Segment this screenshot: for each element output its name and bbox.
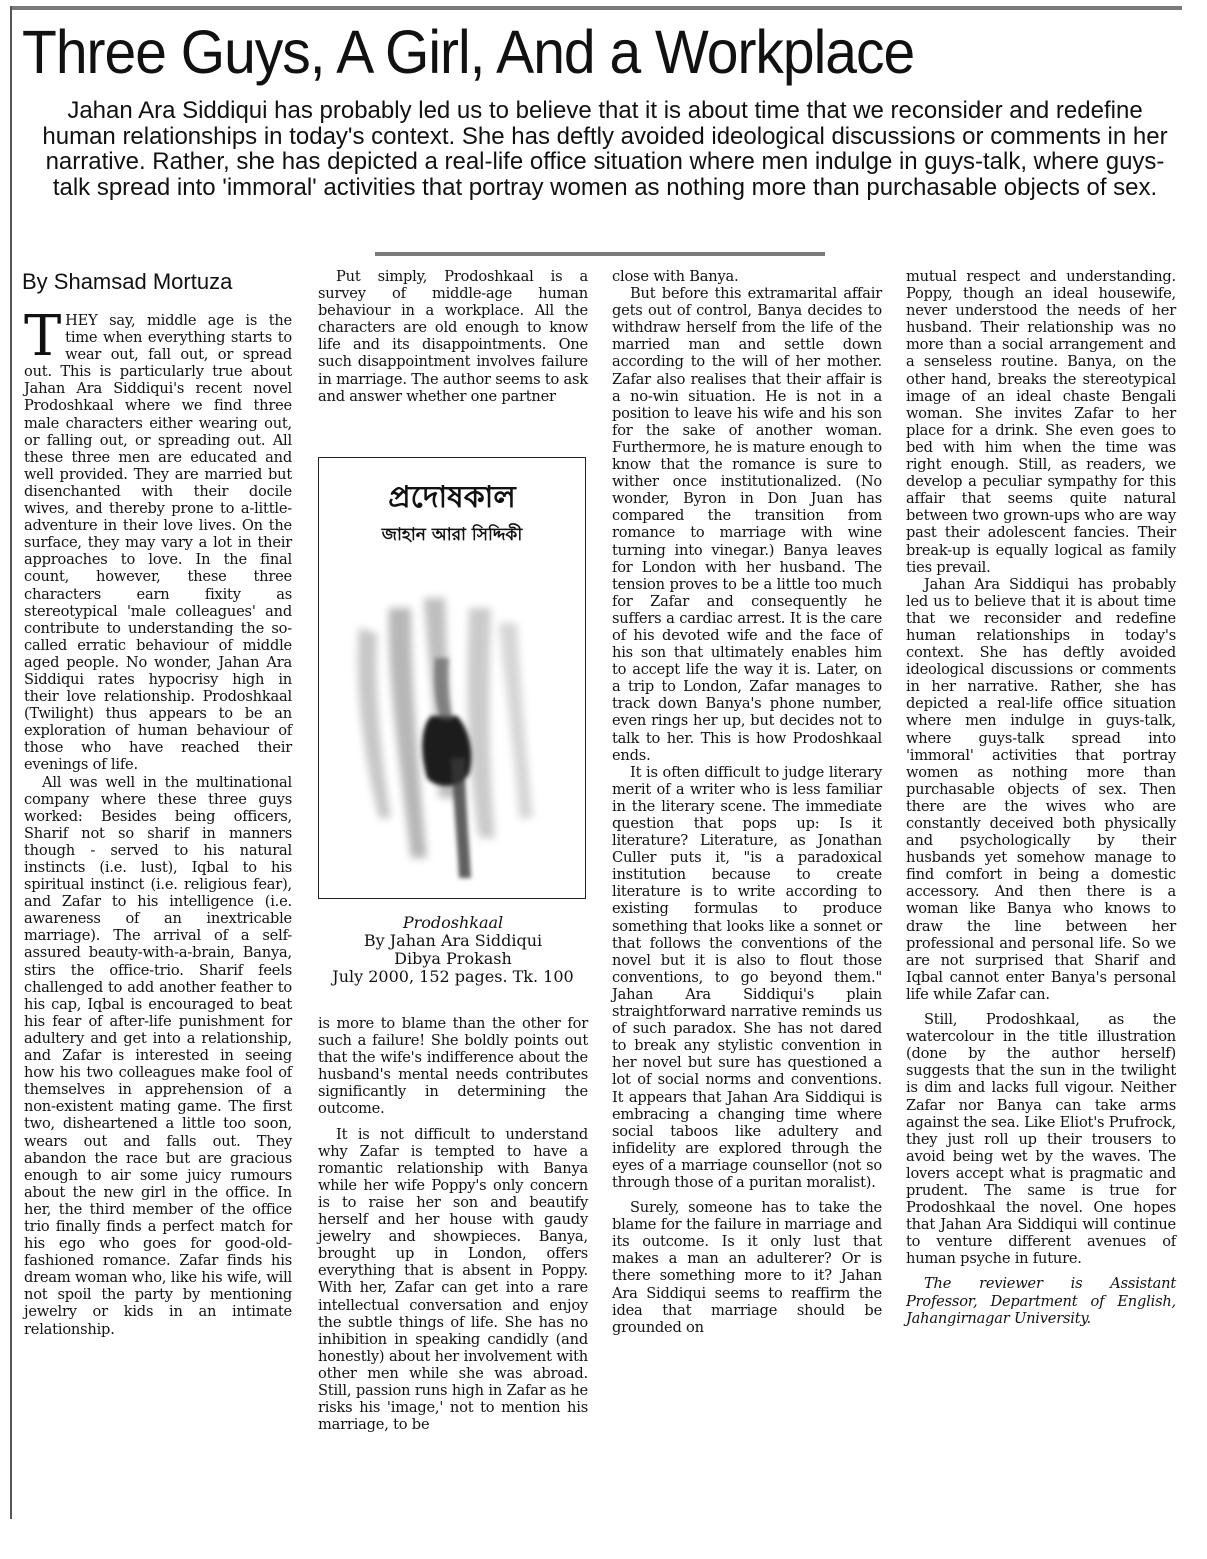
caption-details: July 2000, 152 pages. Tk. 100 xyxy=(332,967,574,986)
book-cover-image xyxy=(318,457,586,899)
cover-author-bengali: জাহান আরা সিদ্দিকী xyxy=(381,525,523,545)
reviewer-note: The reviewer is Assistant Professor, Department of English, Jahangirnagar University. xyxy=(906,1275,1176,1327)
paragraph: But before this extramarital affair gets out of control, Banya decides to withdraw herself from the life of the married man and settle down according to the will of her mother. Zafar also realises that their affair is a no-win situation. He is not in a position to leave his wife and his son for the sake of another woman. Furthermore, he is mature enough to know that the romance is sure to wither once institutionalized. (No wonder, Byron in Don Juan has compared the transition from romance to marriage with wine turning into vinegar.) Banya leaves for London with her husband. The tension proves to be a little too much for Zafar and consequently he suffers a cardiac arrest. It is the care of his devoted wife and the face of his son that ultimately enables him to accept life the way it is. Later, on a trip to London, Zafar manages to track down Banya's phone number, even rings her up, but decides not to talk to her. This is how Prodoshkaal ends. xyxy=(612,285,882,764)
top-rule xyxy=(10,6,1182,10)
headline: Three Guys, A Girl, And a Workplace xyxy=(22,18,915,88)
caption-author: By Jahan Ara Siddiqui xyxy=(363,931,543,950)
paragraph: Surely, someone has to take the blame for the failure in marriage and its outcome. Is it only lust that makes a man an adulterer? Or is there something more to it? Jahan Ara Siddiqui seems to reaffirm the idea that marriage should be grounded on xyxy=(612,1199,882,1336)
paragraph-text: HEY say, middle age is the time when everything starts to wear out, fall out, or spread out. This is particularly true about Jahan Ara Siddiqui's recent novel Prodoshkaal where we find three male characters either wearing out, or falling out, or spreading out. All these three men are educated and well provided. They are married but disenchanted with their docile wives, and thereby prone to a-little-adventure in their love lives. On the surface, they may vary a lot in their approaches to love. In the final count, however, these three characters earn fixity as stereotypical 'male colleagues' and contribute to understanding the so-called erratic behaviour of middle aged people. No wonder, Jahan Ara Siddiqui rates hypocrisy high in their love relationship. Prodoshkaal (Twilight) thus appears to be an exploration of human behaviour of those who have reached their evenings of life. xyxy=(24,312,292,774)
column-3 xyxy=(612,268,882,1336)
divider-rule xyxy=(375,252,825,256)
paragraph: is more to blame than the other for such a failure! She boldly points out that the wife's indifference about the husband's mental needs contributes significantly in determining the outcome. xyxy=(318,1015,588,1118)
book-caption xyxy=(312,914,594,986)
left-rule xyxy=(10,6,12,1519)
byline: By Shamsad Mortuza xyxy=(22,269,233,294)
paragraph: close with Banya. xyxy=(612,268,739,285)
caption-publisher: Dibya Prokash xyxy=(394,949,512,968)
paragraph: It is not difficult to understand why Zafar is tempted to have a romantic relationship with Banya while her wife Poppy's only concern is to raise her son and beautify herself and her house with gaudy jewelry and showpieces. Banya, brought up in London, offers everything that is absent in Poppy. With her, Zafar can get into a rare intellectual conversation and enjoy the subtle things of life. She has no inhibition in speaking candidly (and honestly) about her involvement with other men while she was abroad. Still, passion runs high in Zafar as he risks his 'image,' not to mention his marriage, to be xyxy=(318,1125,588,1434)
paragraph: It is often difficult to judge literary merit of a writer who is less familiar in the literary scene. The immediate question that pops up: Is it literature? Literature, as Jonathan Culler puts it, "is a paradoxical institution because to create literature is to write according to existing formulas to produce something that looks like a sonnet or that follows the conventions of the novel but it is also to flout those conventions, to go beyond them." Jahan Ara Siddiqui's plain straightforward narrative reminds us of such paradox. She has not dared to break any stylistic convention in her novel but sure has questioned a lot of social norms and conventions. It appears that Jahan Ara Siddiqui is embracing a changing time where social taboos like adultery and infidelity are explored through the eyes of a marriage counsellor (not so through those of a puritan moralist). xyxy=(612,763,882,1191)
paragraph: mutual respect and understanding. Poppy, though an ideal housewife, never understood the needs of her husband. Their relationship was no more than a social arrangement and a senseless routine. Banya, on the other hand, breaks the stereotypical image of an ideal chaste Bengali woman. She invites Zafar to her place for a drink. She even goes to bed with him when the time was right enough. Still, as readers, we develop a peculiar sympathy for this affair that seems quite natural between two grown-ups who are way past their adolescent fancies. Their break-up is equally logical as family ties prevail. xyxy=(906,268,1176,576)
column-2-bottom xyxy=(318,1015,588,1433)
column-2-top xyxy=(318,268,588,405)
caption-title: Prodoshkaal xyxy=(402,913,504,932)
deck-summary: Jahan Ara Siddiqui has probably led us to believe that it is about time that we reconsider and redefine human relationships in today's context. She has deftly avoided ideological discussions or comments in her narrative. Rather, she has depicted a real-life office situation where men indulge in guys-talk, where guys-talk spread into 'immoral' activities that portray women as nothing more than purchasable objects of sex. xyxy=(42,97,1168,201)
column-4 xyxy=(906,268,1176,1327)
paragraph: All was well in the multinational company where these three guys worked: Besides being officers, Sharif not so sharif in manners though - served to his natural instincts (i.e. lust), Iqbal to his spiritual instinct (i.e. religious fear), and Zafar to his intelligence (i.e. awareness of an inextricable marriage). The arrival of a self-assured beauty-with-a-brain, Banya, stirs the office-trio. Sharif feels challenged to add another feather to his cap, Iqbal is encouraged to beat his fear of after-life punishment for adultery and get into a relationship, and Zafar is interested in seeing how his two colleagues make fool of themselves in apprehension of a non-existent mating game. The first two, disheartened a little too soon, wears out and falls out. They abandon the race but are gracious enough to air some juicy rumours about the new girl in the office. In her, the third member of the office trio finally finds a perfect match for his ego who goes for good-old-fashioned romance. Zafar finds his dream woman who, like his wife, will not spoil the party by mentioning jewelry or kids in an intimate relationship. xyxy=(24,773,292,1338)
paragraph: Jahan Ara Siddiqui has probably led us to believe that it is about time that we reconsider and redefine human relationships in today's context. She has deftly avoided ideological discussions or comments in her narrative. Rather, she has depicted a real-life office situation where men indulge in guys-talk, where guys-talk spread into 'immoral' activities that portray women as nothing more than purchasable objects of sex. Then there are the wives who are constantly deceived both physically and psychologically by their husbands yet somehow manage to find comfort in being a domestic accessory. And then there is a woman like Banya who knows to draw the line between her professional and personal life. So we are not surprised that Sharif and Iqbal cannot enter Banya's personal life while Zafar can. xyxy=(906,575,1176,1003)
drop-cap: T xyxy=(24,304,62,369)
paragraph xyxy=(24,304,292,774)
column-1 xyxy=(24,304,292,1338)
paragraph: Still, Prodoshkaal, as the watercolour in the title illustration (done by the author herself) suggests that the sun in the twilight is dim and lacks full vigour. Neither Zafar nor Banya can take arms against the sea. Like Eliot's Prufrock, they just roll up their trousers to avoid being wet by the waves. The lovers accept what is pragmatic and prudent. The same is true for Prodoshkaal the novel. One hopes that Jahan Ara Siddiqui will continue to venture different avenues of human psyche in future. xyxy=(906,1011,1176,1268)
cover-title-bengali: প্রদোষকাল xyxy=(388,480,516,515)
paragraph: Put simply, Prodoshkaal is a survey of middle-age human behaviour in a workplace. All the characters are old enough to know life and its disappointments. One such disappointment involves failure in marriage. The author seems to ask and answer whether one partner xyxy=(318,268,588,405)
